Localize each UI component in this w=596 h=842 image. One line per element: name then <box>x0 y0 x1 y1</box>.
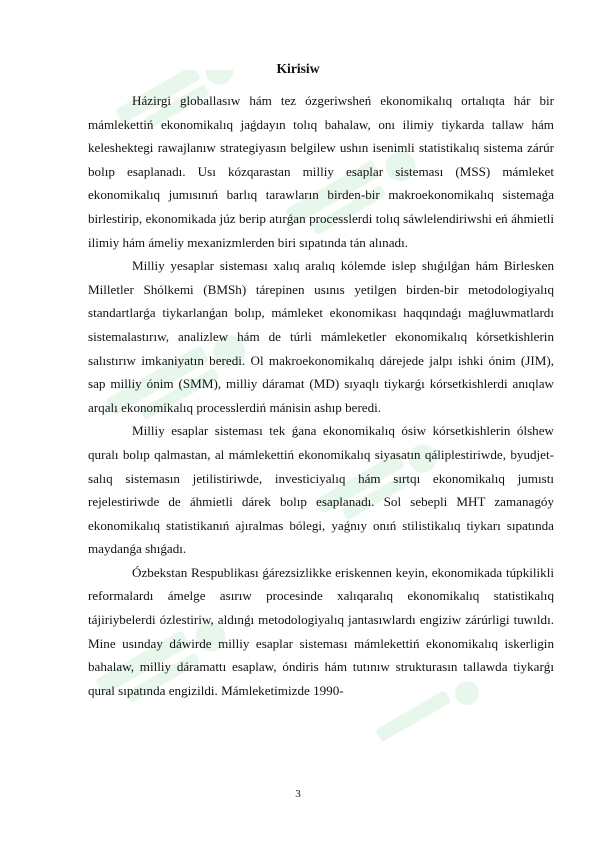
paragraph-3: Milliy esaplar sisteması tek ǵana ekonomikalıq ósiw kórsetkishlerin ólshew quralı bolıp qalmastan, al mámlekettiń ekonomikalıq siyasatın qáliplestiriwde, byudjet-salıq sistemasın jetilistiriwde, investiciyalıq hám sırtqı ekonomikalıq jumıstı rejelestiriwde de áhmietli dárek bolıp esaplanadı. Sol sebepli MHT zamanagóy ekonomikalıq statistikanıń ajıralmas bólegi, yaǵnıy onıń stilistikalıq tiykarı sıpatında maydanǵa shıǵadı. <box>88 423 554 557</box>
page-number: 3 <box>295 788 301 800</box>
paragraph-4: Ózbekstan Respublikası ǵárezsizlikke eriskennen keyin, ekonomikada túpkilikli reformalardı ámelge asırıw procesinde xalıqaralıq ekonomikalıq statistikalıq tájiriybelerdi ózlestiriw, aldınǵı metodologiyalıq jantasıwlardı engiziw zárúrligi tuwıldı. Mine usınday dáwirde milliy esaplar sisteması mámlekettiń ekonomikalıq iskerligin bahalaw, milliy dáramattı esaplaw, óndiris hám tutınıw strukturasın tallawda tiykarǵı qural sıpatında engizildi. Mámleketimizde 1990- <box>88 564 554 698</box>
paragraph-2: Milliy yesaplar sisteması xalıq aralıq kólemde islep shıǵılǵan hám Birlesken Milletler Shólkemi (BMSh) tárepinen usınıs yetilgen birden-bir metodologiyalıq standartlarǵa tiykarlanǵan bolıp, mámleket ekonomikası haqqındaǵı maǵluwmatlardı sistemalastırıw, analizlew hám de túrli mámleketler ekonomikalıq kórsetkishlerin salıstırıw imkaniyatın beredi. Ol makroekonomikalıq dárejede jalpı ishki ónim (JIM), sap milliy ónim (SMM), milliy dáramat (MD) sıyaqlı tiykarǵı kórsetkishlerdi anıqlaw arqalı ekonomikalıq processlerdiń mánisin ashıp beredi. <box>88 258 554 415</box>
document-title: Kirisiw <box>276 61 320 76</box>
document-body <box>88 89 554 702</box>
paragraph-1: Házirgi globallasıw hám tez ózgeriwsheń ekonomikalıq ortalıqta hár bir mámlekettiń ekonomikalıq jaǵdayın tolıq bahalaw, onı ilimiy tiykarda tallaw hám keleshektegi rawajlanıw strategiyasın belgilew ushın isenimli statistikalıq sistema zárúr bolıp esaplanadı. Usı kózqarastan milliy esaplar sisteması (MSS) mámleket ekonomikalıq jumısınıń barlıq tarawların birden-bir makroekonomikalıq sistemaǵa birlestirip, ekonomikada júz berip atırǵan processlerdi tolıq sáwlelendiriwshi eń áhmietli ilimiy hám ámeliy mexanizmlerden biri sıpatında tán alınadı. <box>88 93 554 250</box>
